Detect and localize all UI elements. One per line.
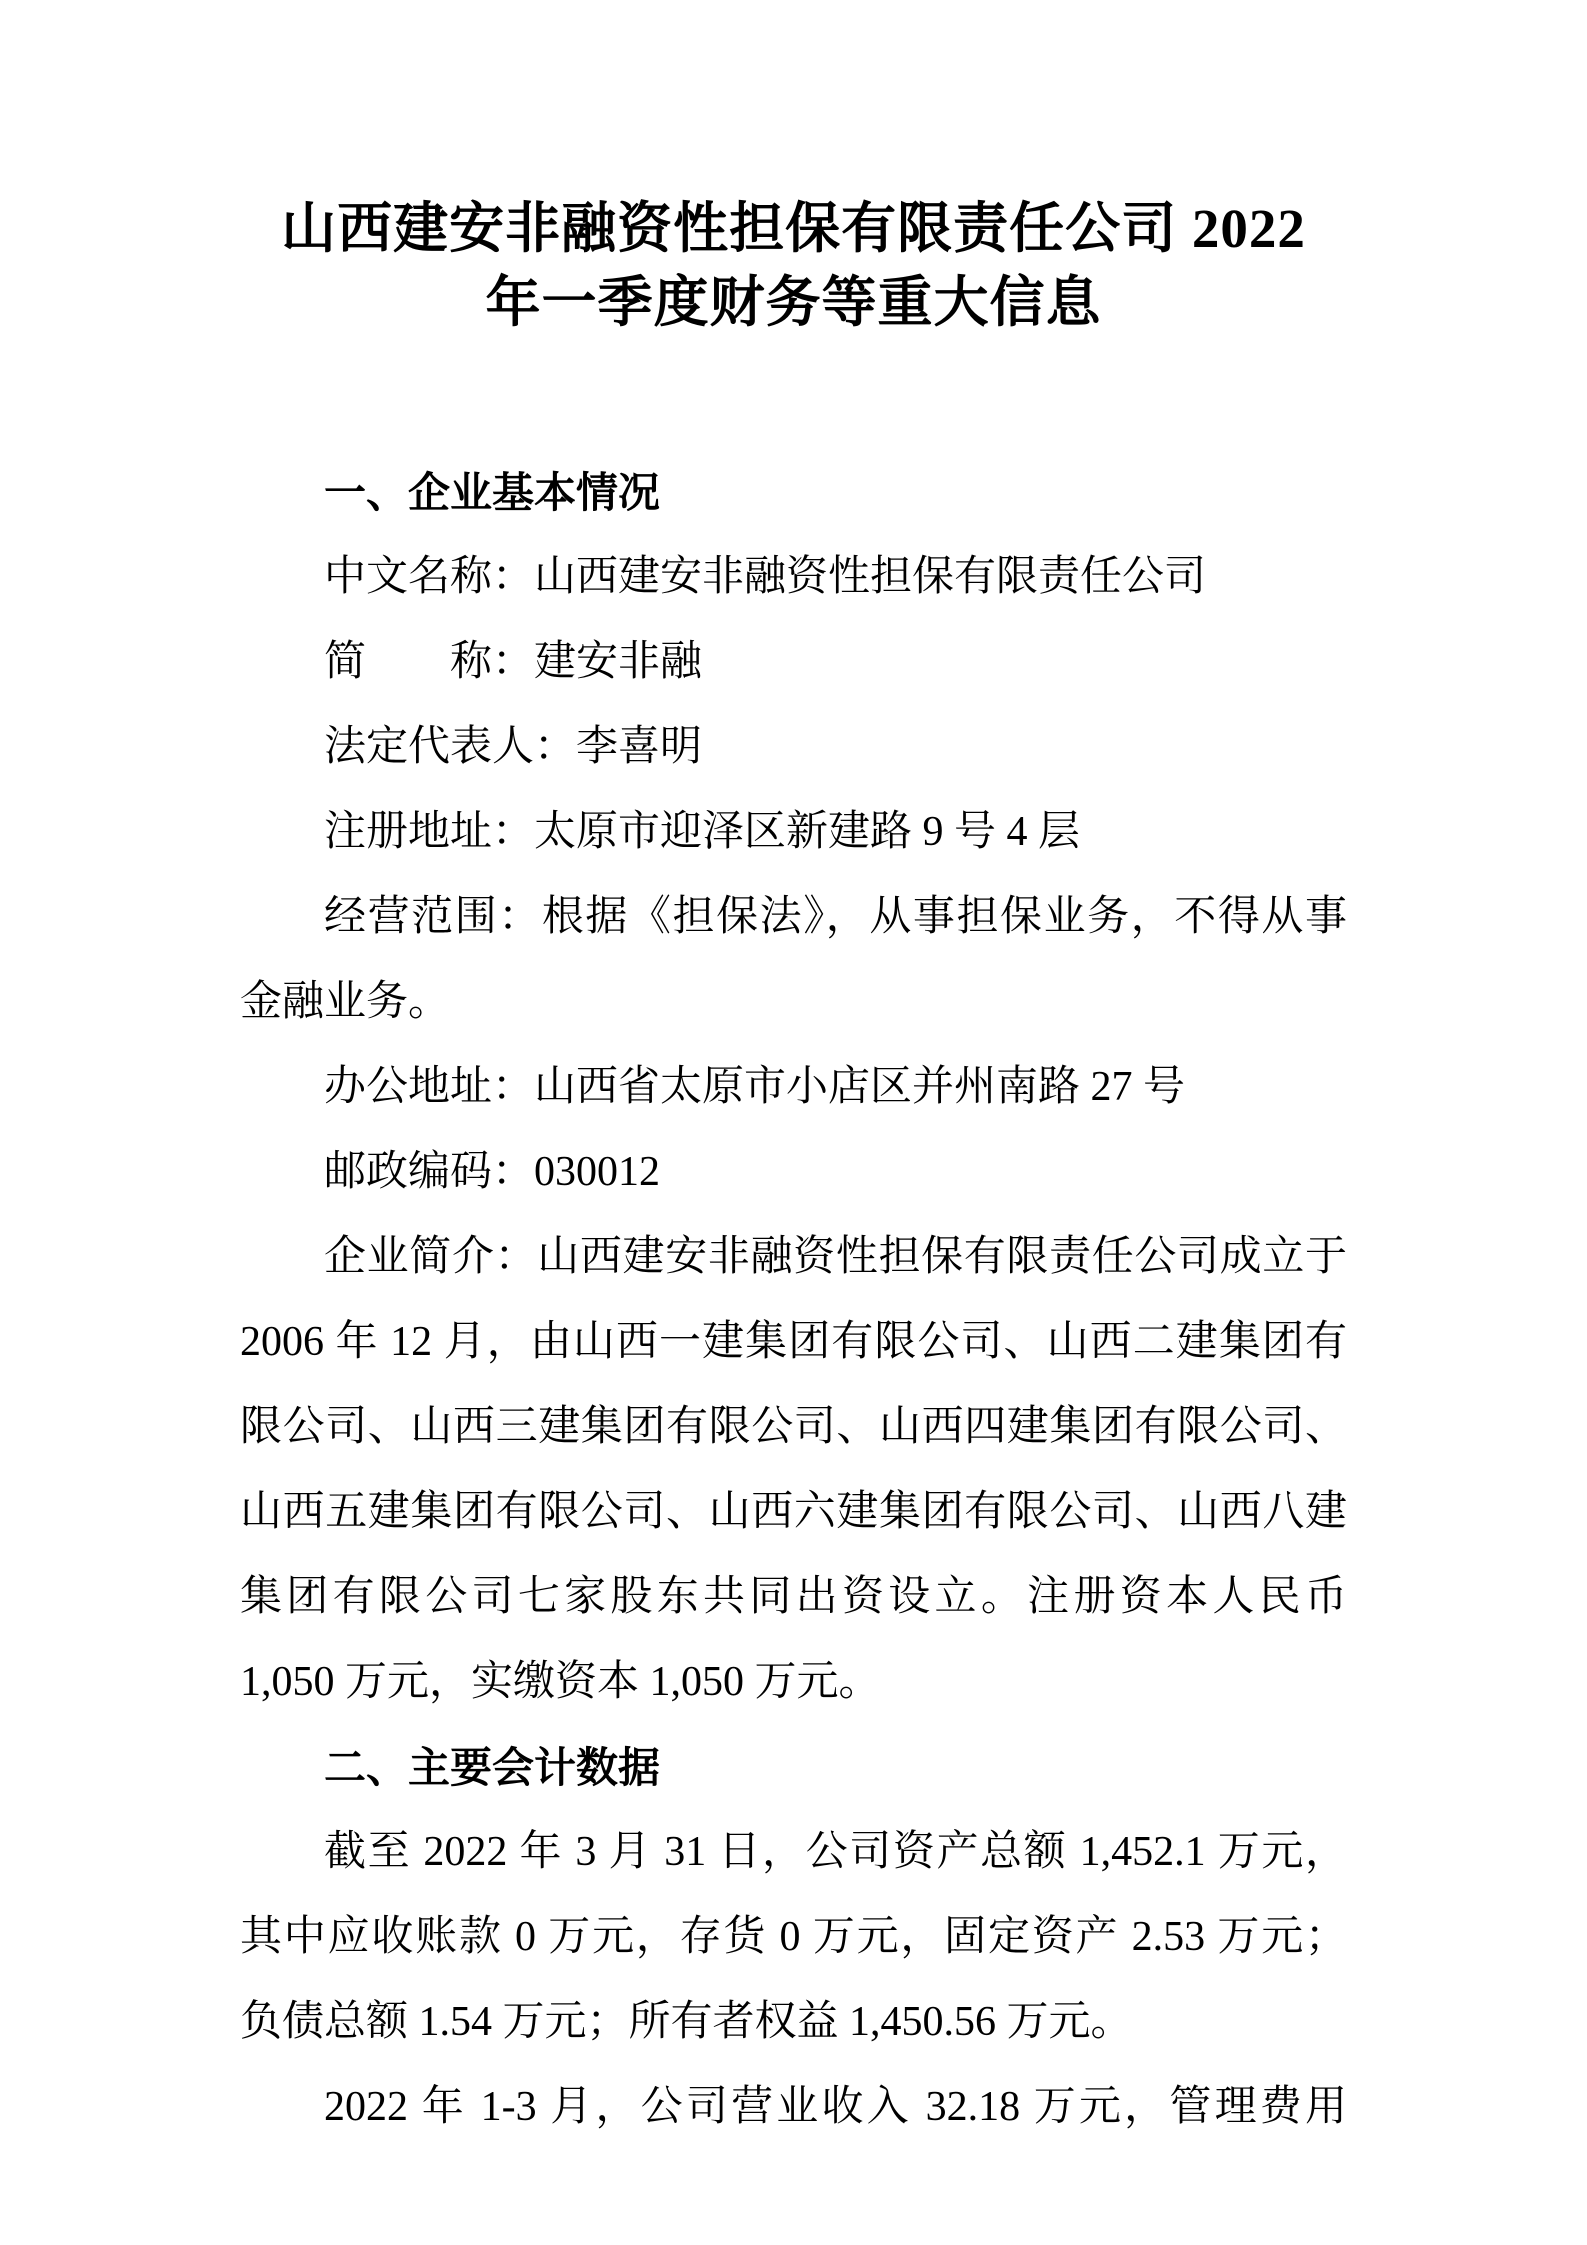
company-profile-line-2: 2006 年 12 月，由山西一建集团有限公司、山西二建集团有 <box>240 1319 1347 1365</box>
field-line-short-name: 简 称：建安非融 <box>324 639 703 685</box>
company-profile-line-1: 企业简介：山西建安非融资性担保有限责任公司成立于 <box>324 1234 1347 1280</box>
page-title <box>240 192 1347 340</box>
field-line-postal-code: 邮政编码：030012 <box>324 1149 661 1195</box>
field-line-business-scope-cont: 金融业务。 <box>240 979 451 1025</box>
field-line-business-scope: 经营范围：根据《担保法》，从事担保业务，不得从事 <box>324 894 1347 940</box>
accounting-line-3: 负债总额 1.54 万元；所有者权益 1,450.56 万元。 <box>240 1999 1133 2045</box>
accounting-line-1: 截至 2022 年 3 月 31 日，公司资产总额 1,452.1 万元， <box>324 1829 1347 1875</box>
field-line-chinese-name: 中文名称：山西建安非融资性担保有限责任公司 <box>324 554 1207 600</box>
page-title-line-1: 山西建安非融资性担保有限责任公司 2022 <box>281 198 1306 259</box>
company-profile-line-4: 山西五建集团有限公司、山西六建集团有限公司、山西八建 <box>240 1489 1347 1535</box>
field-line-office-address: 办公地址：山西省太原市小店区并州南路 27 号 <box>324 1064 1186 1110</box>
accounting-line-2: 其中应收账款 0 万元，存货 0 万元，固定资产 2.53 万元； <box>240 1914 1347 1960</box>
company-profile-line-6: 1,050 万元，实缴资本 1,050 万元。 <box>240 1659 881 1705</box>
section-heading-accounting-data: 二、主要会计数据 <box>324 1744 661 1791</box>
accounting-line-4: 2022 年 1-3 月，公司营业收入 32.18 万元，管理费用 <box>324 2084 1347 2130</box>
section-heading-basic-info: 一、企业基本情况 <box>324 469 661 516</box>
field-line-legal-representative: 法定代表人：李喜明 <box>324 724 703 770</box>
page-title-line-2: 年一季度财务等重大信息 <box>485 272 1102 333</box>
company-profile-line-5: 集团有限公司七家股东共同出资设立。注册资本人民币 <box>240 1574 1347 1620</box>
field-line-registered-address: 注册地址：太原市迎泽区新建路 9 号 4 层 <box>324 809 1081 855</box>
company-profile-line-3: 限公司、山西三建集团有限公司、山西四建集团有限公司、 <box>240 1404 1347 1450</box>
